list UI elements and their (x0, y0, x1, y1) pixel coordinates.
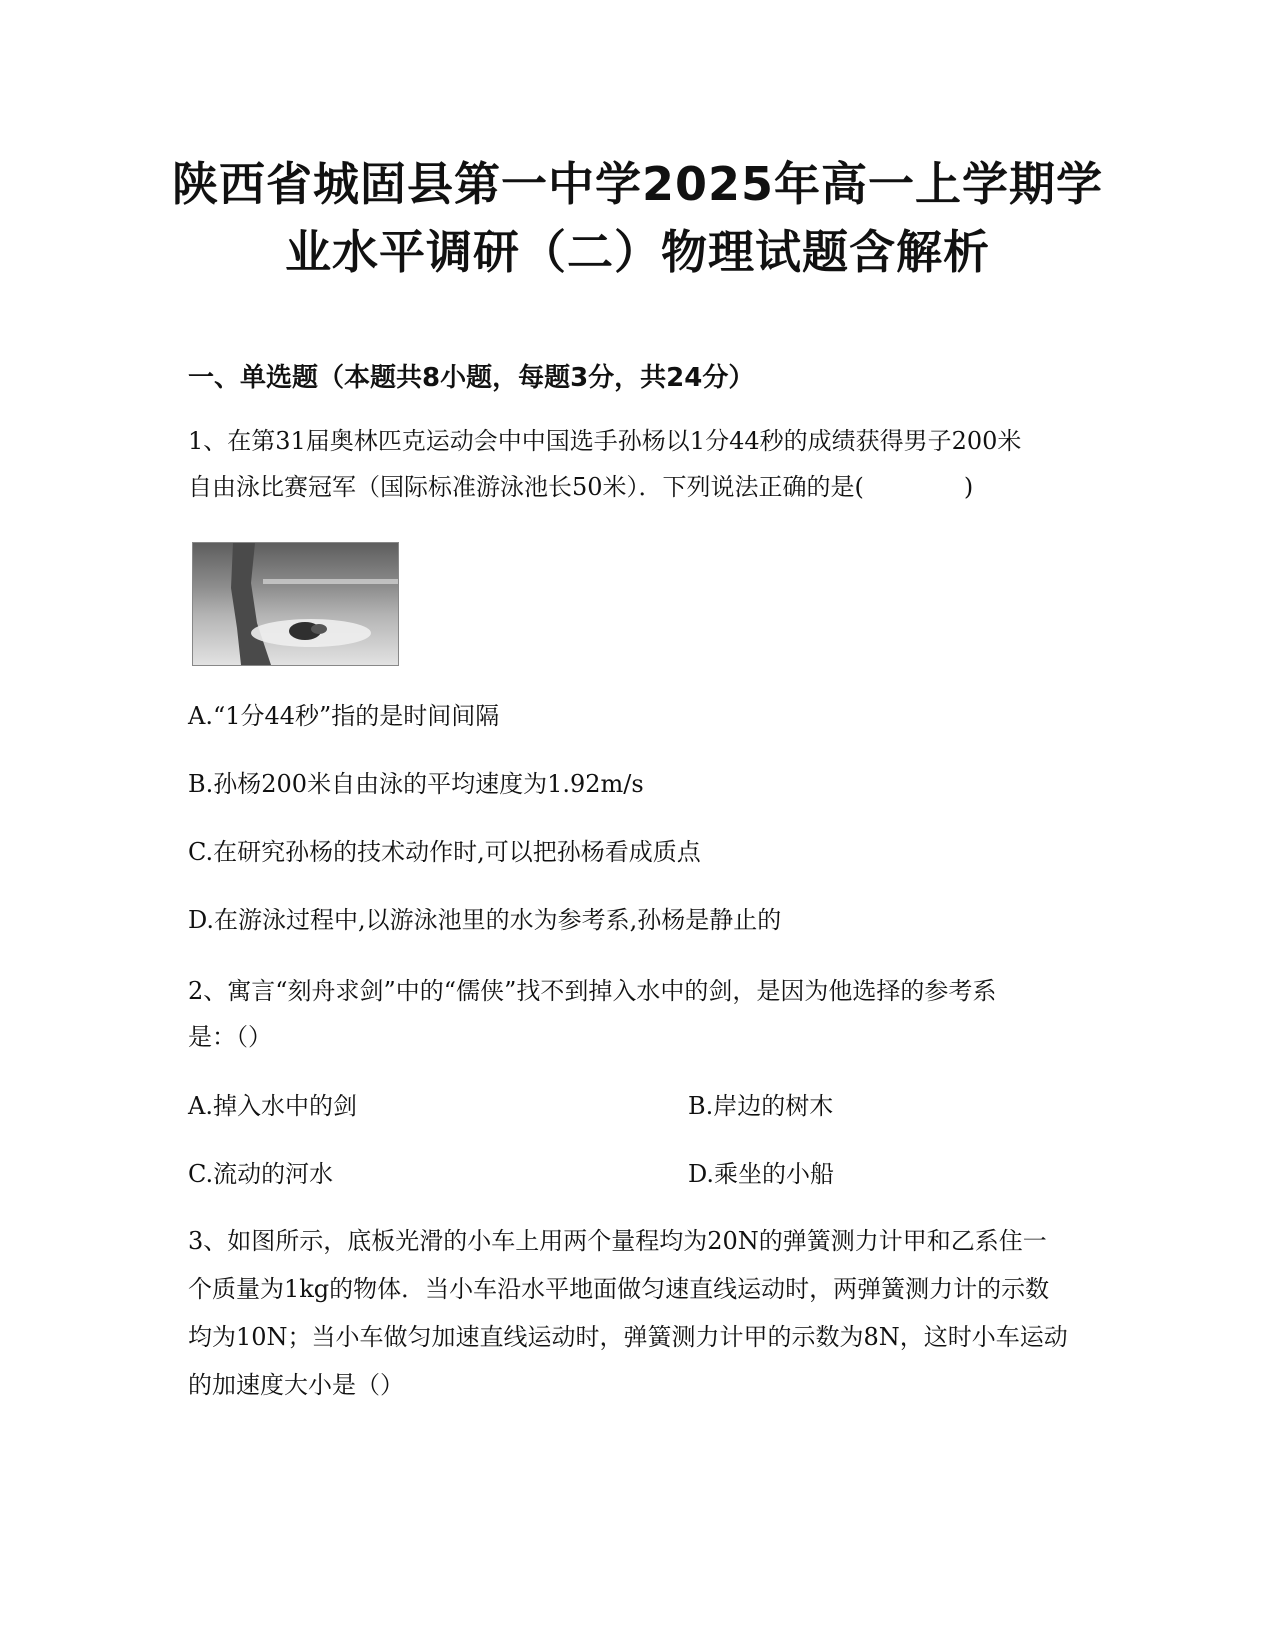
section-heading: 一、单选题（本题共8小题，每题3分，共24分） (188, 363, 755, 393)
q2-option-d: D.乘坐的小船 (688, 1160, 835, 1188)
q2-text-line-2: 是：（） (188, 1023, 272, 1051)
q3-text-line-1: 3、如图所示，底板光滑的小车上用两个量程均为20N的弹簧测力计甲和乙系住一 (188, 1227, 1047, 1255)
q1-option-b: B.孙杨200米自由泳的平均速度为1.92m/s (188, 770, 644, 798)
q1-text-line-1: 1、在第31届奥林匹克运动会中中国选手孙杨以1分44秒的成绩获得男子200米 (188, 427, 1022, 455)
swimmer-photo (192, 542, 399, 666)
document-title (150, 150, 1125, 286)
swimmer-goggles (311, 624, 327, 634)
q2-option-a: A.掉入水中的剑 (188, 1092, 357, 1120)
q3-text-line-4: 的加速度大小是（） (188, 1371, 404, 1399)
title-line-2: 业水平调研（二）物理试题含解析 (285, 225, 990, 279)
water-background (193, 543, 398, 665)
q1-option-d: D.在游泳过程中,以游泳池里的水为参考系,孙杨是静止的 (188, 906, 782, 934)
lane-line (263, 579, 398, 584)
q3-text-line-3: 均为10N；当小车做匀加速直线运动时，弹簧测力计甲的示数为8N，这时小车运动 (188, 1323, 1068, 1351)
q2-option-c: C.流动的河水 (188, 1160, 334, 1188)
swimmer-photo-graphic (193, 543, 398, 665)
q1-close-paren: ) (963, 473, 974, 501)
q3-text-line-2: 个质量为1kg的物体．当小车沿水平地面做匀速直线运动时，两弹簧测力计的示数 (188, 1275, 1050, 1303)
q1-option-c: C.在研究孙杨的技术动作时,可以把孙杨看成质点 (188, 838, 701, 866)
q2-text-line-1: 2、寓言“刻舟求剑”中的“儒侠”找不到掉入水中的剑，是因为他选择的参考系 (188, 977, 997, 1005)
q2-option-b: B.岸边的树木 (688, 1092, 834, 1120)
q1-option-a: A.“1分44秒”指的是时间间隔 (188, 702, 500, 730)
title-line-1: 陕西省城固县第一中学2025年高一上学期学 (171, 157, 1104, 211)
q1-text-line-2 (188, 464, 973, 510)
q1-line-2-text: 自由泳比赛冠军（国际标准游泳池长50米）．下列说法正确的是( (188, 473, 864, 501)
